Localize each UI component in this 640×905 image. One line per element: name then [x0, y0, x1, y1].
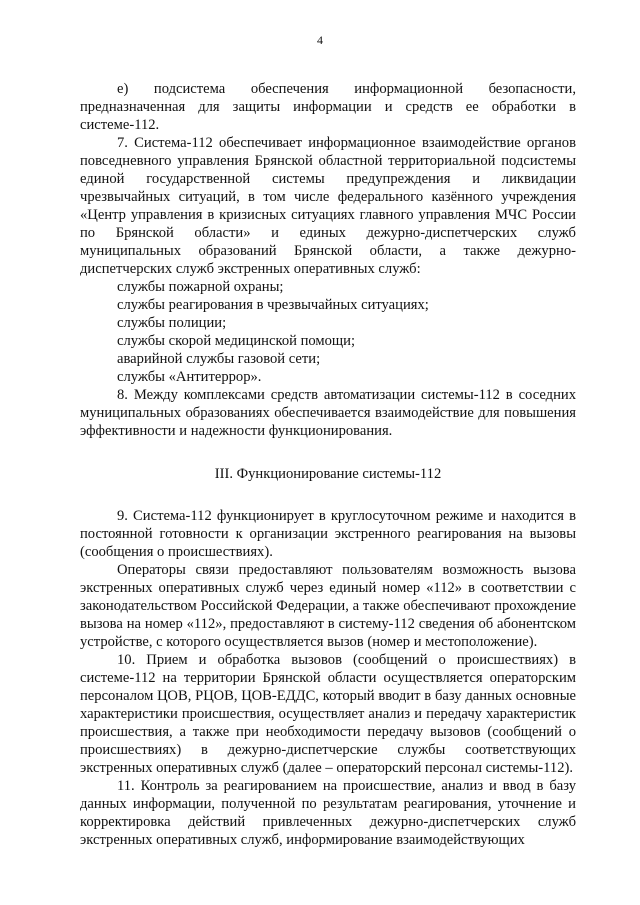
document-body — [80, 80, 576, 849]
list-item-antiterror: службы «Антитеррор». — [117, 369, 262, 385]
list-item-emergency: службы реагирования в чрезвычайных ситуациях; — [117, 297, 429, 313]
paragraph-8: 8. Между комплексами средств автоматизации системы-112 в соседних муниципальных образованиях обеспечивается взаимодействие для повышения эффективности и надежности функционирования. — [80, 387, 576, 439]
paragraph-9: 9. Система-112 функционирует в круглосуточном режиме и находится в постоянной готовности к организации экстренного реагирования на вызовы (сообщения о происшествиях). — [80, 508, 576, 560]
paragraph-operators: Операторы связи предоставляют пользователям возможность вызова экстренных оперативных служб через единый номер «112» в соответствии с законодательством Российской Федерации, а также обеспечивают прохождение вызова на номер «112», предоставляют в систему-112 сведения об абонентском устройстве, с которого осуществляется вызов (номер и местоположение). — [80, 562, 576, 650]
page-number: 4 — [317, 33, 323, 47]
list-item-police: службы полиции; — [117, 315, 227, 331]
paragraph-10: 10. Прием и обработка вызовов (сообщений о происшествиях) в системе-112 на территории Брянской области осуществляется операторским персоналом ЦОВ, РЦОВ, ЦОВ-ЕДДС, который вводит в базу данных основные характеристики происшествия, осуществляет анализ и передачу характеристик происшествия, а также при необходимости передачу вызовов (сообщений о происшествиях) в дежурно-диспетчерские службы соответствующих экстренных оперативных служб (далее – операторский персонал системы-112). — [80, 652, 576, 776]
paragraph-e: е) подсистема обеспечения информационной безопасности, предназначенная для защиты информации и средств ее обработки в системе-112. — [80, 81, 576, 133]
list-item-ambulance: службы скорой медицинской помощи; — [117, 333, 356, 349]
paragraph-7: 7. Система-112 обеспечивает информационное взаимодействие органов повседневного управления Брянской областной территориальной подсистемы единой государственной системы предупреждения и ликвидации чрезвычайных ситуаций, в том числе федерального казённого учреждения «Центр управления в кризисных ситуациях главного управления МЧС России по Брянской области» и единых дежурно-диспетчерских служб муниципальных образований Брянской области, а также дежурно-диспетчерских служб экстренных оперативных служб: — [80, 135, 576, 277]
list-item-fire: службы пожарной охраны; — [117, 279, 284, 295]
paragraph-11: 11. Контроль за реагированием на происшествие, анализ и ввод в базу данных информации, полученной по результатам реагирования, уточнение и корректировка действий привлеченных дежурно-диспетчерских служб экстренных оперативных служб, информирование взаимодействующих — [80, 778, 576, 848]
list-item-gas: аварийной службы газовой сети; — [117, 351, 321, 367]
section-title: III. Функционирование системы-112 — [214, 466, 442, 482]
